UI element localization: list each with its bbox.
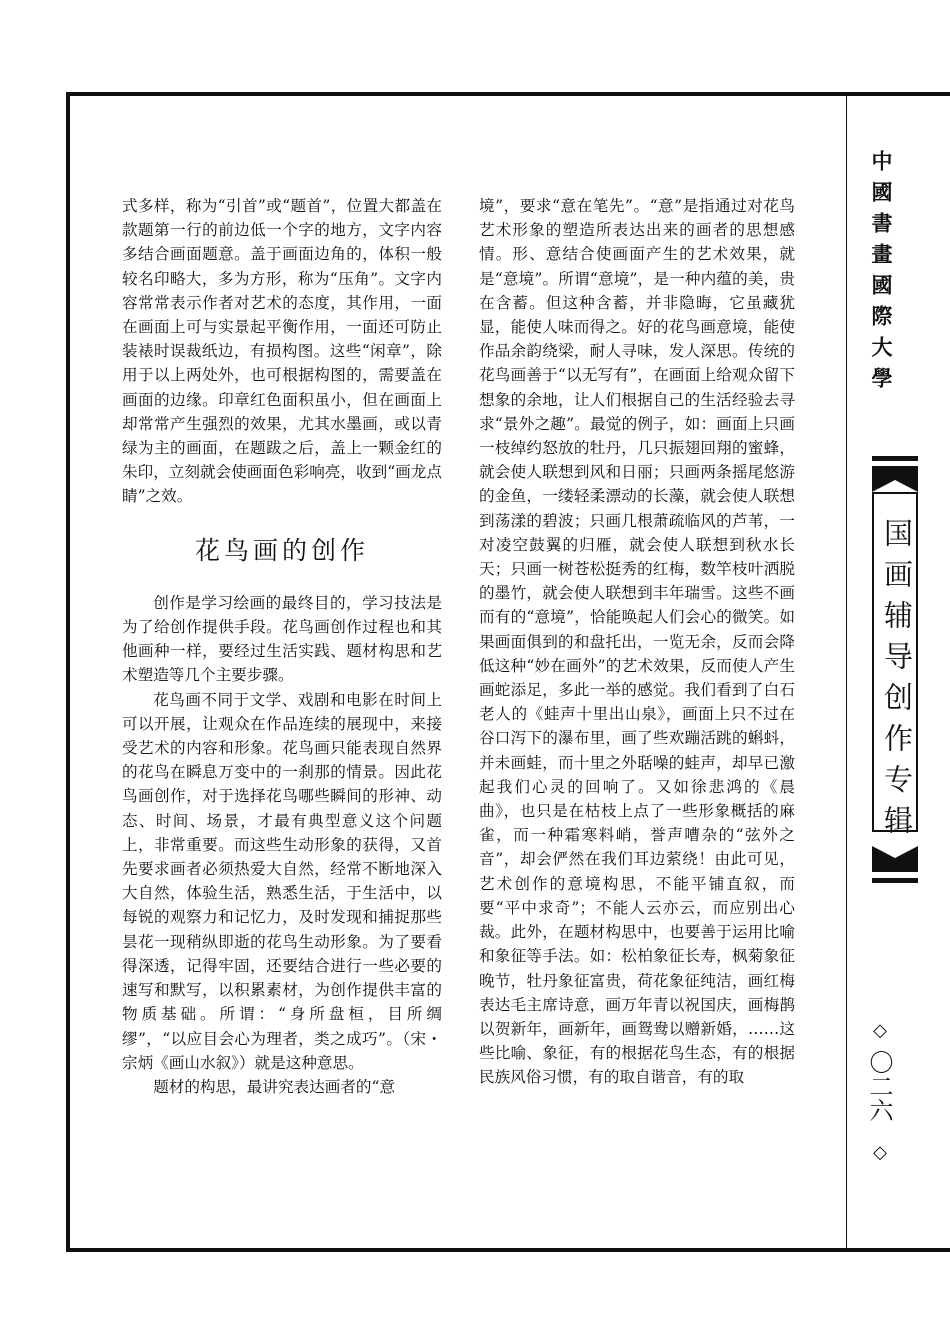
section-title: 花鸟画的创作 <box>194 535 369 565</box>
left-paragraph-4: 题材的构思，最讲究表达画者的“意 <box>153 1077 396 1096</box>
diamond-bottom-icon: ◇ <box>873 1142 887 1163</box>
left-paragraph-3: 花鸟画不同于文学、戏剧和电影在时间上可以开展，让观众在作品连续的展现中，来接受艺术的内容和形象。花鸟画只能表现自然界的花鸟在瞬息万变中的一刹那的情景。因此花鸟画创作，对于选择花鸟哪些瞬间的形神、动态、时间、场景，才最有典型意义这个问题上，非常重要。而这些生动形象的获得，又首先要求画者必须热爱大自然，经常不断地深入大自然，体验生活，熟悉生活，于生活中，以每锐的观察力和记忆力，及时发现和捕捉那些昙花一现稍纵即逝的花鸟生动形象。为了要看得深透，记得牢固，还要结合进行一些必要的速写和默写，以积累素材，为创作提供丰富的物质基础。所谓：“身所盘桓，目所绸缪”，“以应目会心为理者，类之成巧”。（宋・宗炳《画山水叙》）就是这种意思。 <box>122 690 442 1072</box>
banner-bottom-bar <box>872 878 918 883</box>
left-paragraph-1: 式多样，称为“引首”或“题首”，位置大都盖在款题第一行的前边低一个字的地方，文字内容多结合画面题意。盖于画面边角的，体积一般较名印略大，多为方形，称为“压角”。文字内容常常表示作者对艺术的态度，其作用，一面在画面上可与实景起平衡作用，一面还可防止装裱时误裁纸边，有损构图。这些“闲章”，除用于以上两处外，也可根据构图的，需要盖在画面的边缘。印章红色面积虽小，但在画面上却常常产生强烈的效果，尤其水墨画，或以青绿为主的画面，在题跋之后，盖上一颗金红的朱印，立刻就会使画面色彩响亮，收到“画龙点睛”之效。 <box>122 197 442 506</box>
right-column <box>479 194 795 1090</box>
school-name: 中國書畫國際大學 <box>869 150 893 398</box>
banner-top-cap-icon <box>872 466 918 492</box>
left-column <box>122 194 442 1099</box>
sidebar-divider <box>846 96 847 1248</box>
banner-bottom-cap-icon <box>872 846 918 872</box>
left-paragraph-2: 创作是学习绘画的最终目的，学习技法是为了给创作提供手段。花鸟画创作过程也和其他画种一样，要经过生活实践、题材构思和艺术塑造等几个主要步骤。 <box>122 593 442 685</box>
banner-title: 国画辅导创作专辑 <box>880 518 914 846</box>
page-number: 〇二六 <box>865 1050 893 1122</box>
banner-top-bar <box>872 456 918 461</box>
right-paragraph-1: 境”，要求“意在笔先”。“意”是指通过对花鸟艺术形象的塑造所表达出来的画者的思想感情。形、意结合使画面产生的艺术效果，就是“意境”。所谓“意境”，是一种内蕴的美，贵在含蓄。但这种含蓄，并非隐晦，它虽藏犹显，能使人味而得之。好的花鸟画意境，能使作品余韵绕梁，耐人寻味，发人深思。传统的花鸟画善于“以无写有”，在画面上给观众留下想象的余地，让人们根据自己的生活经验去寻求“景外之趣”。最觉的例子，如：画面上只画一枝绰约怒放的牡丹，几只振翅回翔的蜜蜂，就会使人联想到风和日丽；只画两条摇尾悠游的金鱼，一缕轻柔漂动的长藻，就会使人联想到荡漾的碧波；只画几根萧疏临风的芦苇，一对凌空鼓翼的归雁，就会使人联想到秋水长天；只画一树苍松挺秀的红梅，数竿枝叶洒脱的墨竹，就会使人联想到丰年瑞雪。这些不画而有的“意境”，恰能唤起人们会心的微笑。如果画面俱到的和盘托出，一览无余，反而会降低这种“妙在画外”的艺术效果，反而使人产生画蛇添足，多此一举的感觉。我们看到了白石老人的《蛙声十里出山泉》，画面上只不过在谷口泻下的瀑布里，画了些欢蹦活跳的蝌蚪，并未画蛙，而十里之外聒噪的蛙声，却早已激起我们心灵的回响了。又如徐悲鸿的《晨曲》，也只是在枯枝上点了一些形象概括的麻雀，而一种霜寒料峭，誉声嘈杂的“弦外之音”，却会俨然在我们耳边萦绕！由此可见，艺术创作的意境构思，不能平铺直叙，而要“平中求奇”；不能人云亦云，而应别出心裁。此外，在题材构思中，也要善于运用比喻和象征等手法。如：松柏象征长寿，枫菊象征晚节，牡丹象征富贵，荷花象征纯洁，画红梅表达毛主席诗意，画万年青以祝国庆，画梅鹊以贺新年，画新年，画鸳鸯以赠新婚，……这些比喻、象征，有的根据花鸟生态，有的根据民族风俗习惯，有的取自谐音，有的取 <box>479 197 795 1087</box>
diamond-top-icon: ◇ <box>873 1020 887 1041</box>
